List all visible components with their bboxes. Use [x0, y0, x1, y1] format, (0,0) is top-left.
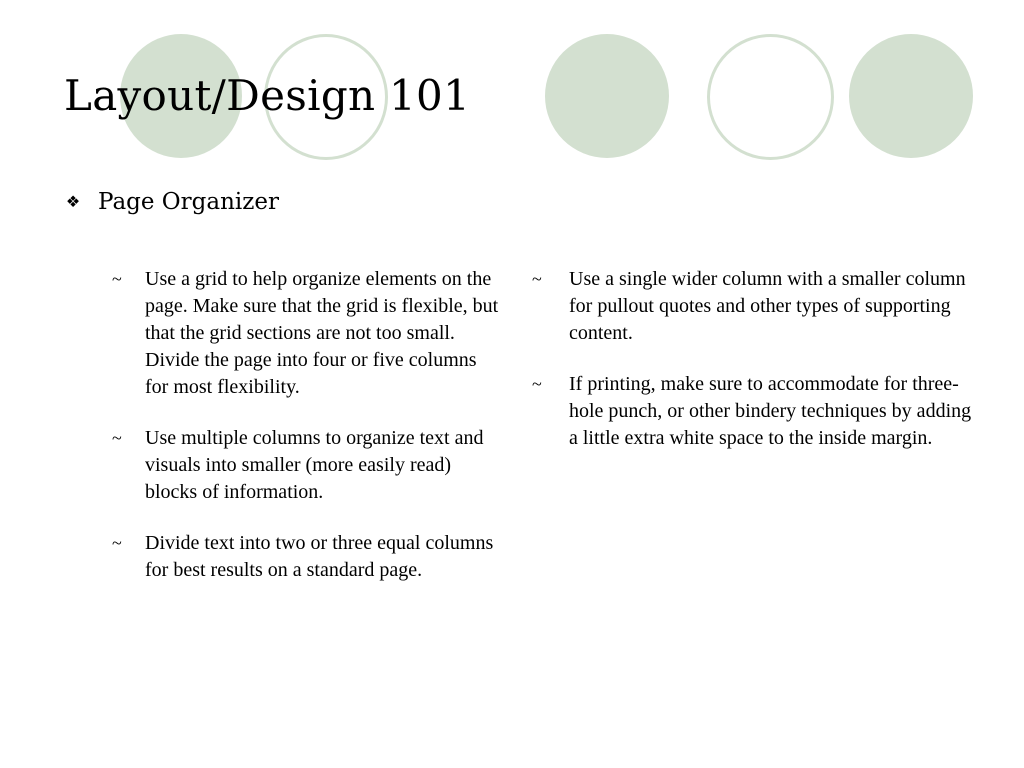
list-item-text: Use a single wider column with a smaller column for pullout quotes and other types of supporting content. — [569, 268, 966, 344]
list-item-text: Divide text into two or three equal columns for best results on a standard page. — [145, 532, 494, 581]
list-item — [532, 266, 972, 347]
list-item-text: If printing, make sure to accommodate for three-hole punch, or other bindery techniques by adding a little extra white space to the inside margin. — [569, 373, 972, 449]
tilde-bullet-icon: ~ — [112, 533, 122, 553]
decorative-circle-filled — [849, 34, 973, 158]
decorative-circle-filled — [545, 34, 669, 158]
main-bullet — [62, 186, 279, 218]
main-bullet-text: Page Organizer — [98, 189, 279, 215]
right-column — [532, 266, 972, 476]
tilde-bullet-icon: ~ — [532, 374, 542, 394]
tilde-bullet-icon: ~ — [532, 269, 542, 289]
list-item-text: Use multiple columns to organize text and visuals into smaller (more easily read) blocks of information. — [145, 427, 484, 503]
list-item — [112, 425, 502, 506]
list-item — [532, 371, 972, 452]
left-column — [112, 266, 502, 608]
diamond-bullet-icon: ❖ — [65, 192, 81, 211]
tilde-bullet-icon: ~ — [112, 428, 122, 448]
slide-title: Layout/Design 101 — [64, 71, 471, 120]
tilde-bullet-icon: ~ — [112, 269, 122, 289]
list-item-text: Use a grid to help organize elements on the page. Make sure that the grid is flexible, but that the grid sections are not too small. Divide the page into four or five columns for most flexibility. — [145, 268, 499, 398]
list-item — [112, 530, 502, 584]
list-item — [112, 266, 502, 401]
decorative-circle-outline — [707, 34, 834, 160]
